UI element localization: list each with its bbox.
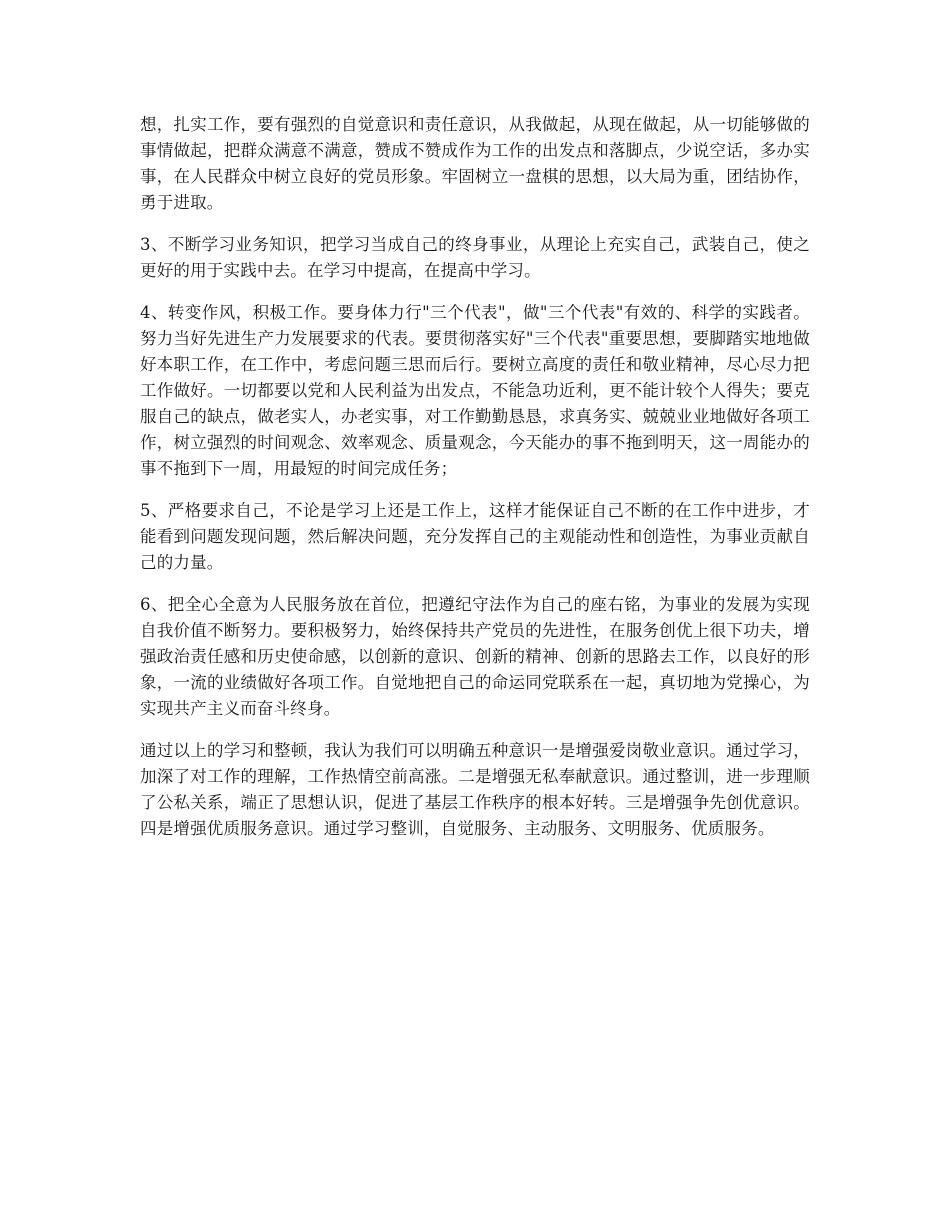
document-body	[140, 112, 810, 858]
paragraph-item-4: 4、转变作风，积极工作。要身体力行"三个代表"，做"三个代表"有效的、科学的实践者。努力当好先进生产力发展要求的代表。要贯彻落实好"三个代表"重要思想，要脚踏实地地做好本职工作，在工作中，考虑问题三思而后行。要树立高度的责任和敬业精神，尽心尽力把工作做好。一切都要以党和人民利益为出发点，不能急功近利，更不能计较个人得失；要克服自己的缺点，做老实人，办老实事，对工作勤勤恳恳，求真务实、兢兢业业地做好各项工作，树立强烈的时间观念、效率观念、质量观念，今天能办的事不拖到明天，这一周能办的事不拖到下一周，用最短的时间完成任务；	[140, 303, 810, 478]
paragraph-item-6: 6、把全心全意为人民服务放在首位，把遵纪守法作为自己的座右铭，为事业的发展为实现自我价值不断努力。要积极努力，始终保持共产党员的先进性，在服务创优上很下功夫，增强政治责任感和历史使命感，以创新的意识、创新的精神、创新的思路去工作，以良好的形象，一流的业绩做好各项工作。自觉地把自己的命运同党联系在一起，真切地为党操心，为实现共产主义而奋斗终身。	[140, 595, 810, 718]
paragraph-conclusion: 通过以上的学习和整顿，我认为我们可以明确五种意识一是增强爱岗敬业意识。通过学习，加深了对工作的理解，工作热情空前高涨。二是增强无私奉献意识。通过整训，进一步理顺了公私关系，端正了思想认识，促进了基层工作秩序的根本好转。三是增强争先创优意识。四是增强优质服务意识。通过学习整训，自觉服务、主动服务、文明服务、优质服务。	[140, 741, 810, 838]
paragraph-item-5: 5、严格要求自己，不论是学习上还是工作上，这样才能保证自己不断的在工作中进步，才能看到问题发现问题，然后解决问题，充分发挥自己的主观能动性和创造性，为事业贡献自己的力量。	[140, 501, 810, 572]
paragraph-continuation: 想，扎实工作，要有强烈的自觉意识和责任意识，从我做起，从现在做起，从一切能够做的事情做起，把群众满意不满意，赞成不赞成作为工作的出发点和落脚点，少说空话，多办实事，在人民群众中树立良好的党员形象。牢固树立一盘棋的思想，以大局为重，团结协作，勇于进取。	[140, 115, 810, 212]
paragraph-item-3: 3、不断学习业务知识，把学习当成自己的终身事业，从理论上充实自己，武装自己，使之更好的用于实践中去。在学习中提高，在提高中学习。	[140, 235, 810, 280]
